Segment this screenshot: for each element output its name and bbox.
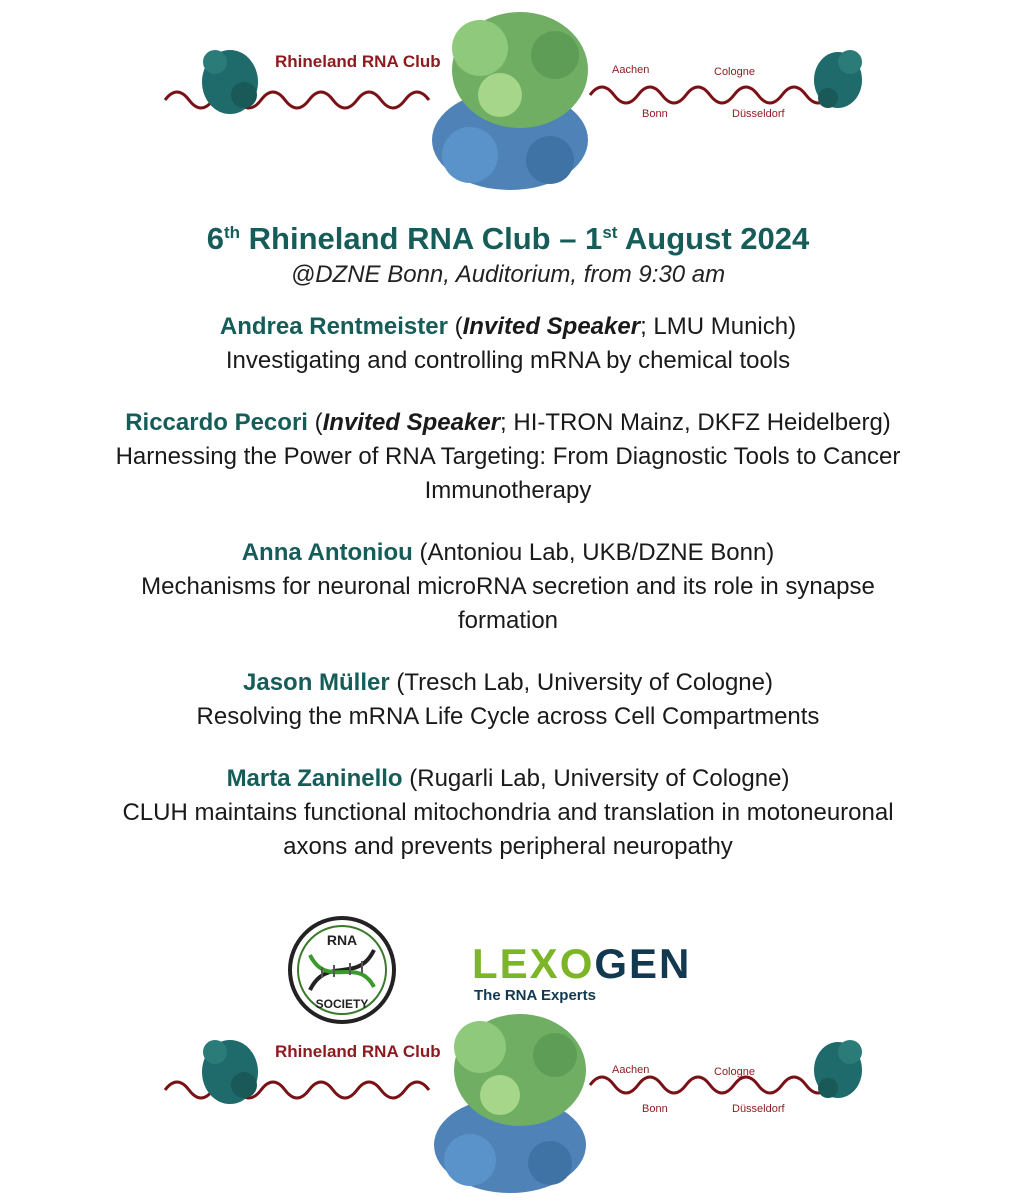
talk-title: Mechanisms for neuronal microRNA secretion and its role in synapse formation <box>141 573 875 634</box>
city-cologne: Cologne <box>714 66 755 78</box>
city-dusseldorf: Düsseldorf <box>732 108 785 120</box>
ribosome-icon <box>434 1014 586 1193</box>
rna-ribosome-illustration <box>0 0 1016 190</box>
event-title: 6th Rhineland RNA Club – 1st August 2024 <box>206 221 810 256</box>
talk-list <box>0 310 1016 864</box>
talk-title: Investigating and controlling mRNA by chemical tools <box>225 347 791 374</box>
city-aachen: Aachen <box>612 64 650 76</box>
left-protein-icon <box>202 1040 258 1104</box>
club-name-label: Rhineland RNA Club <box>275 1042 441 1061</box>
speaker-name: Andrea Rentmeister <box>219 313 448 340</box>
lexogen-tagline: The RNA Experts <box>474 987 596 1004</box>
lexogen-wordmark: LEXOGEN <box>472 940 692 987</box>
city-aachen: Aachen <box>612 1064 650 1076</box>
talk-item: Riccardo Pecori (Invited Speaker; HI-TRON Mainz, DKFZ Heidelberg) Harnessing the Power of RNA Targeting: From Diagnostic Tools to Cancer Immunotherapy <box>115 409 901 504</box>
bottom-banner <box>0 1005 1016 1195</box>
top-banner <box>0 0 1016 190</box>
event-content <box>0 220 1016 892</box>
speaker-name: Anna Antoniou <box>241 539 413 566</box>
speaker-name: Jason Müller <box>243 669 390 696</box>
speaker-name: Riccardo Pecori <box>125 409 308 436</box>
talk-item: Anna Antoniou (Antoniou Lab, UKB/DZNE Bonn) Mechanisms for neuronal microRNA secretion and its role in synapse formation <box>141 539 875 634</box>
rna-ribosome-illustration <box>0 1005 1016 1195</box>
event-venue: @DZNE Bonn, Auditorium, from 9:30 am <box>290 261 726 288</box>
speaker-role: Invited Speaker <box>322 409 501 436</box>
ribosome-icon <box>432 12 588 190</box>
right-protein-icon <box>814 50 862 108</box>
talk-item: Marta Zaninello (Rugarli Lab, University of Cologne) CLUH maintains functional mitochondria and translation in motoneuronal axons and prevents peripheral neuropathy <box>122 765 894 860</box>
speaker-role: Invited Speaker <box>462 313 641 340</box>
city-cologne: Cologne <box>714 1066 755 1078</box>
rna-society-top-text: RNA <box>326 932 358 948</box>
city-bonn: Bonn <box>642 108 668 120</box>
talk-item: Andrea Rentmeister (Invited Speaker; LMU Munich) Investigating and controlling mRNA by chemical tools <box>219 313 797 374</box>
talk-item: Jason Müller (Tresch Lab, University of Cologne) Resolving the mRNA Life Cycle across Cell Compartments <box>196 669 820 730</box>
club-name-label: Rhineland RNA Club <box>275 52 441 71</box>
talk-title: CLUH maintains functional mitochondria and translation in motoneuronal axons and prevents peripheral neuropathy <box>122 799 894 860</box>
rna-society-bottom-text: SOCIETY <box>315 997 369 1011</box>
talk-title: Resolving the mRNA Life Cycle across Cell Compartments <box>196 703 820 730</box>
left-protein-icon <box>202 50 258 114</box>
city-dusseldorf: Düsseldorf <box>732 1103 785 1115</box>
talk-title: Harnessing the Power of RNA Targeting: From Diagnostic Tools to Cancer Immunotherapy <box>115 443 901 504</box>
city-bonn: Bonn <box>642 1103 668 1115</box>
right-protein-icon <box>814 1040 862 1098</box>
speaker-name: Marta Zaninello <box>226 765 403 792</box>
